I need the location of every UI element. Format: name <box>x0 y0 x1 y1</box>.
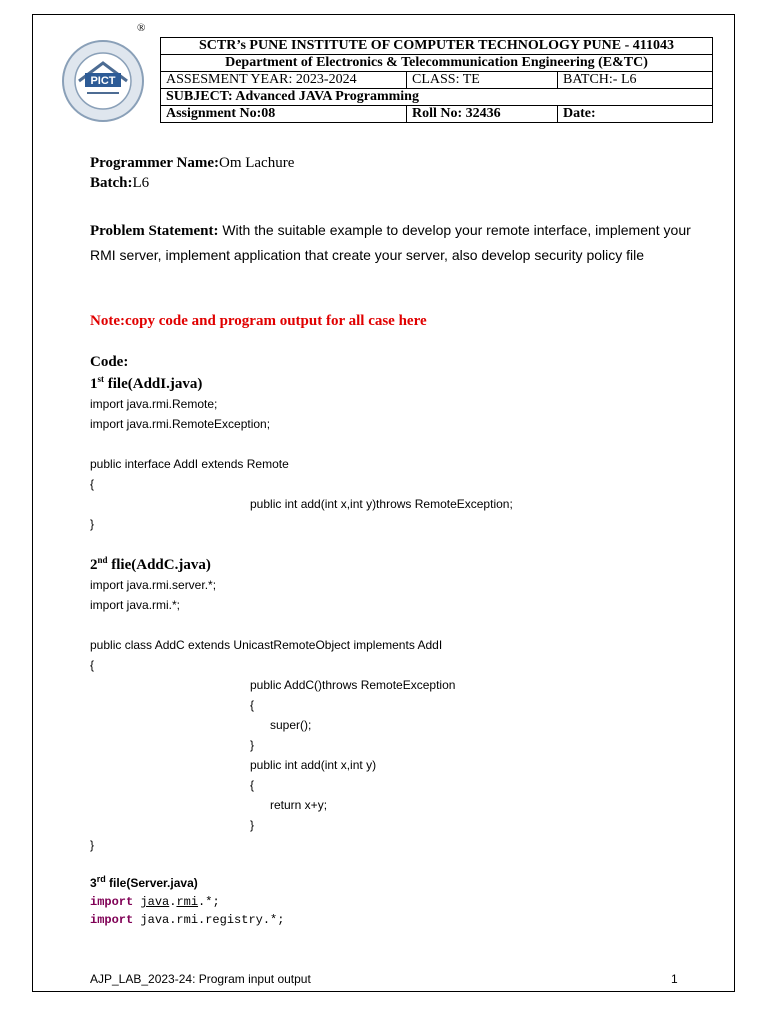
page-number: 1 <box>671 972 678 986</box>
code-line: } <box>90 838 95 852</box>
file2-name: flie(AddC.java) <box>107 557 211 573</box>
file3-num: 3 <box>90 876 97 890</box>
code-line: } <box>250 738 255 752</box>
problem-colon: : <box>213 223 219 239</box>
code-line: } <box>90 517 95 531</box>
institute-logo <box>57 37 157 137</box>
code-line: } <box>250 818 255 832</box>
department-name: Department of Electronics & Telecommunication Engineering (E&TC) <box>161 55 713 72</box>
code-line: { <box>90 477 95 491</box>
programmer-name: Om Lachure <box>218 155 295 171</box>
keyword-import: import <box>90 895 134 909</box>
code-line: public int add(int x,int y) <box>250 758 377 772</box>
code-dot: . <box>169 895 177 909</box>
code-line: public class AddC extends UnicastRemoteObject implements AddI <box>90 638 443 652</box>
class-label: CLASS: TE <box>407 72 558 89</box>
subject: SUBJECT: Advanced JAVA Programming <box>161 89 713 106</box>
code-line: public interface AddI extends Remote <box>90 457 289 471</box>
batch-label: BATCH:- L6 <box>558 72 713 89</box>
header-table <box>160 37 713 123</box>
keyword-import: import <box>90 913 134 927</box>
note-text: Note:copy code and program output for all case here <box>90 313 427 329</box>
file1-title <box>90 374 202 393</box>
file1-name: file(AddI.java) <box>104 376 203 392</box>
code-line-import-registry <box>90 912 284 928</box>
code-rest: .*; <box>198 895 220 909</box>
code-line: return x+y; <box>270 798 328 812</box>
code-line-import-rmi <box>90 894 220 910</box>
code-rest: java.rmi.registry.*; <box>133 913 285 927</box>
programmer-info <box>90 153 294 193</box>
file1-sup: st <box>97 374 104 384</box>
code-title: Code: <box>90 354 129 370</box>
code-line: import java.rmi.Remote; <box>90 397 218 411</box>
code-line: import java.rmi.*; <box>90 598 181 612</box>
problem-statement <box>90 218 700 267</box>
roll-no: Roll No: 32436 <box>407 106 558 123</box>
footer-text: AJP_LAB_2023-24: Program input output <box>90 972 311 986</box>
institute-name: SCTR’s PUNE INSTITUTE OF COMPUTER TECHNOLOGY PUNE - 411043 <box>161 38 713 55</box>
assignment-no: Assignment No:08 <box>161 106 407 123</box>
programmer-name-label: Programmer Name: <box>90 155 219 171</box>
code-line: super(); <box>270 718 312 732</box>
file3-title <box>90 874 198 890</box>
code-line: import java.rmi.RemoteException; <box>90 417 271 431</box>
file3-sup: rd <box>96 874 106 884</box>
batch-info-label: Batch: <box>90 175 133 191</box>
code-line: { <box>250 698 255 712</box>
problem-text: With the suitable example to develop your remote interface, implement your RMI server, implement application that create your server, also develop security policy file <box>90 222 691 263</box>
registered-mark: ® <box>137 22 146 34</box>
file3-name: file(Server.java) <box>105 876 198 890</box>
logo-text: PICT <box>90 75 116 87</box>
code-line: { <box>90 658 95 672</box>
file2-num: 2 <box>90 557 98 573</box>
assessment-year: ASSESMENT YEAR: 2023-2024 <box>161 72 407 89</box>
batch-info-value: L6 <box>132 175 150 191</box>
file2-title <box>90 555 211 574</box>
code-line: import java.rmi.server.*; <box>90 578 217 592</box>
code-java: java <box>140 895 170 909</box>
file1-num: 1 <box>90 376 98 392</box>
code-rmi: rmi <box>176 895 199 909</box>
code-line: public AddC()throws RemoteException <box>250 678 456 692</box>
problem-label: Problem Statement <box>90 223 214 239</box>
code-line: public int add(int x,int y)throws RemoteException; <box>250 497 513 511</box>
date-field: Date: <box>558 106 713 123</box>
code-line: { <box>250 778 255 792</box>
file2-sup: nd <box>97 555 108 565</box>
